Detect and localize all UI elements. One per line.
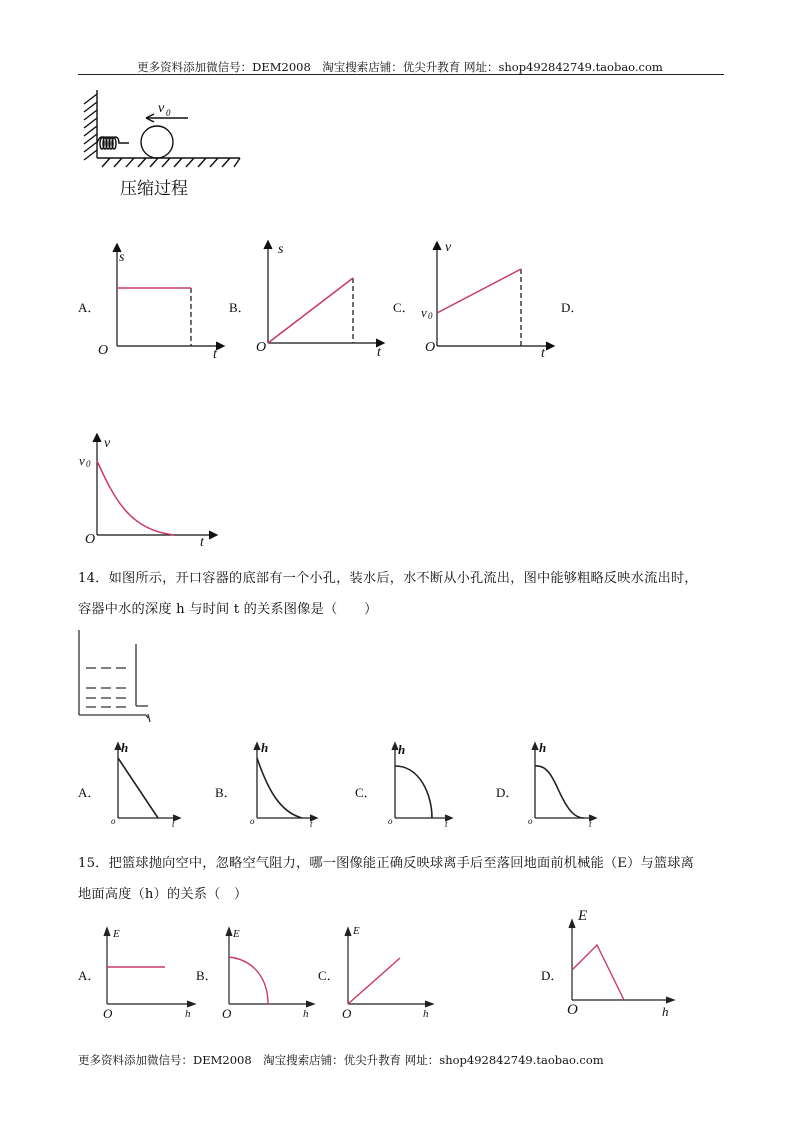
q15-option-a-label[interactable]: A． [78, 968, 101, 983]
q14-d-origin-label: o [528, 816, 533, 826]
q13-option-c-label[interactable]: C． [393, 300, 415, 315]
q14-d-y-axis-label: h [539, 740, 547, 755]
q14-option-c-label[interactable]: C． [355, 785, 377, 800]
q14-b-origin-label: o [250, 816, 255, 826]
q15-b-origin-label: O [222, 1006, 232, 1021]
q13-b-y-axis-label: s [278, 242, 284, 257]
q13-d-intercept-sub: 0 [86, 459, 91, 469]
figure-caption: 压缩过程 [120, 179, 188, 199]
q14-a-y-axis-label: h [121, 740, 129, 755]
q15-c-origin-label: O [342, 1006, 352, 1021]
q13-c-y-axis-label: v [445, 240, 452, 255]
q15-a-x-axis-label: h [185, 1008, 191, 1020]
q15-option-d-label[interactable]: D． [541, 968, 564, 983]
q13-c-intercept-sub: 0 [428, 311, 433, 321]
q15-b-x-axis-label: h [303, 1008, 309, 1020]
q13-c-intercept-label: v [421, 305, 427, 320]
q13-a-origin-label: O [98, 343, 109, 358]
q15-text-line2: 地面高度（h）的关系（ ） [78, 887, 248, 902]
page-header: 更多资料添加微信号：DEM2008 淘宝搜索店铺：优尖升教育 网址：shop492842749.taobao.com [137, 60, 663, 74]
q14-text-line1: 14．如图所示，开口容器的底部有一个小孔，装水后，水不断从小孔流出，图中能够粗略反映水流出时， [78, 571, 698, 586]
q13-option-a-label[interactable]: A． [78, 300, 101, 315]
v0-subscript: 0 [166, 108, 171, 118]
q14-option-b-label[interactable]: B． [215, 785, 237, 800]
q15-c-x-axis-label: h [423, 1008, 429, 1020]
q13-c-x-axis-label: t [541, 346, 545, 361]
q13-option-d-label[interactable]: D． [561, 300, 584, 315]
q15-a-origin-label: O [103, 1006, 113, 1021]
q14-option-d-label[interactable]: D． [496, 785, 519, 800]
q13-c-origin-label: O [425, 340, 436, 355]
q13-b-x-axis-label: t [377, 345, 381, 360]
q15-text-line1: 15．把篮球抛向空中，忽略空气阻力，哪一图像能正确反映球离手后至落回地面前机械能（E）与篮球离 [78, 856, 695, 871]
page-footer: 更多资料添加微信号：DEM2008 淘宝搜索店铺：优尖升教育 网址：shop492842749.taobao.com [78, 1053, 604, 1067]
q14-c-origin-label: o [388, 816, 393, 826]
q13-d-x-axis-label: t [200, 535, 204, 550]
v0-label: v [158, 101, 165, 116]
q14-b-y-axis-label: h [261, 740, 269, 755]
q15-option-c-label[interactable]: C． [318, 968, 340, 983]
q15-b-y-axis-label: E [233, 928, 240, 940]
q13-a-x-axis-label: t [213, 347, 217, 362]
q13-a-y-axis-label: s [119, 250, 125, 265]
q14-c-x-axis-label: t [445, 819, 448, 829]
q15-c-y-axis-label: E [353, 925, 360, 937]
q15-d-origin-label: O [567, 1002, 578, 1018]
q14-text-line2: 容器中水的深度 h 与时间 t 的关系图像是（ ） [78, 602, 378, 617]
q15-d-x-axis-label: h [662, 1004, 669, 1019]
q13-d-intercept-label: v [79, 453, 85, 468]
q14-c-y-axis-label: h [398, 742, 406, 757]
q14-d-x-axis-label: t [589, 819, 592, 829]
q14-b-x-axis-label: t [310, 819, 313, 829]
q15-a-y-axis-label: E [113, 928, 120, 940]
q13-d-y-axis-label: v [104, 436, 111, 451]
q13-d-origin-label: O [85, 532, 96, 547]
q15-d-y-axis-label: E [578, 908, 588, 924]
q14-option-a-label[interactable]: A． [78, 785, 101, 800]
q15-option-b-label[interactable]: B． [196, 968, 218, 983]
q14-a-origin-label: o [111, 816, 116, 826]
q14-a-x-axis-label: t [172, 819, 175, 829]
q13-b-origin-label: O [256, 340, 267, 355]
q13-option-b-label[interactable]: B． [229, 300, 251, 315]
